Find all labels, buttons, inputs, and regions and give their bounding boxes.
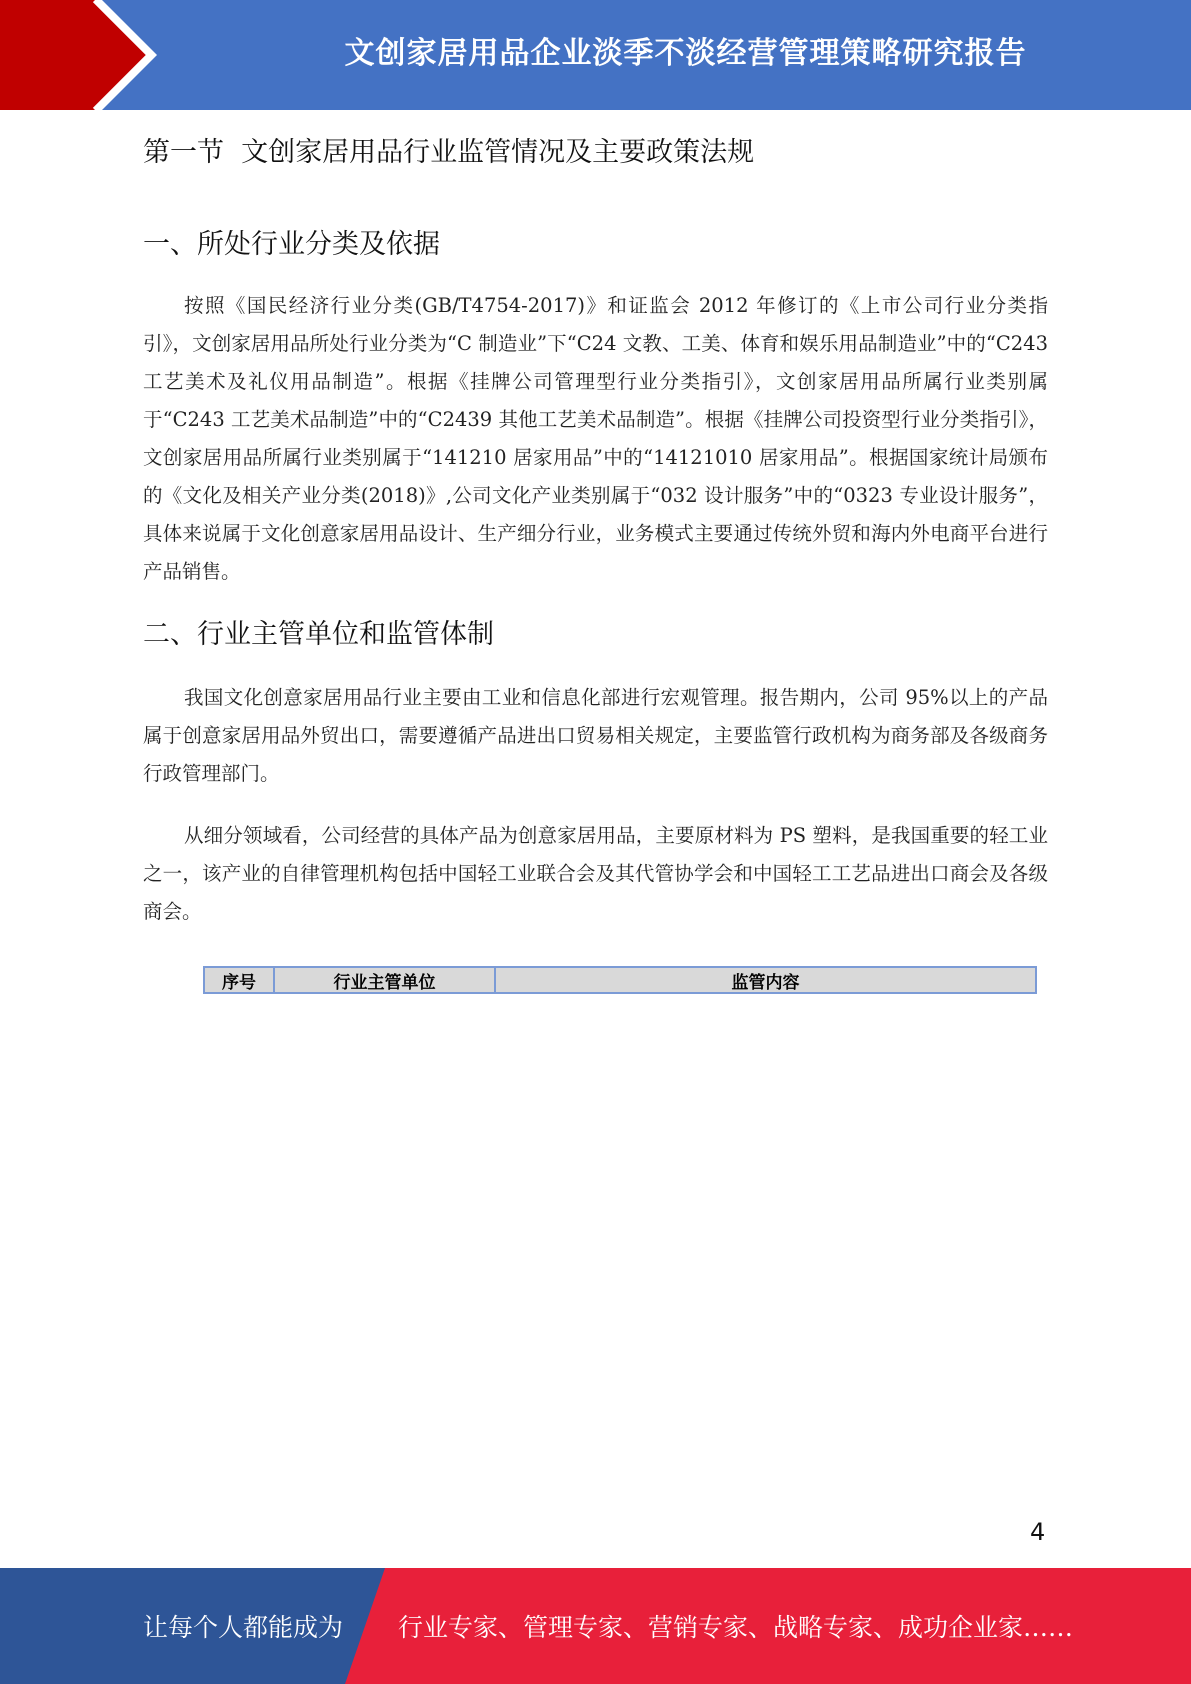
heading-industry-classification: 一、所处行业分类及依据 (143, 229, 440, 260)
report-title: 文创家居用品企业淡季不淡经营管理策略研究报告 (344, 36, 1027, 71)
paragraph-classification: 按照《国民经济行业分类(GB/T4754-2017)》和证监会 2012 年修订的《上市公司行业分类指引》，文创家居用品所处行业分类为“C 制造业”下“C24 文教、工美、体育和娱乐用品制造业”中的“C243 工艺美术及礼仪用品制造”。根据《挂牌公司管理型行业分类指引》，文创家居用品所属行业类别属于“C243 工艺美术品制造”中的“C2439 其他工艺美术品制造”。根据《挂牌公司投资型行业分类指引》，文创家居用品所属行业类别属于“141210 居家用品”中的“14121010 居家用品”。根据国家统计局颁布的《文化及相关产业分类(2018)》,公司文化产业类别属于“032 设计服务”中的“0323 专业设计服务”，具体来说属于文化创意家居用品设计、生产细分行业，业务模式主要通过传统外贸和海内外电商平台进行产品销售。 (143, 294, 1048, 583)
footer-slogan-right: 行业专家、管理专家、营销专家、战略专家、成功企业家…… (398, 1613, 1074, 1642)
footer-slogan-left: 让每个人都能成为 (143, 1613, 344, 1642)
paragraph-regulator: 我国文化创意家居用品行业主要由工业和信息化部进行宏观管理。报告期内，公司 95%以上的产品属于创意家居用品外贸出口，需要遵循产品进出口贸易相关规定，主要监管行政机构为商务部及各级商务行政管理部门。 (143, 686, 1048, 785)
page-number: 4 (1030, 1518, 1046, 1546)
table-header-index: 序号 (205, 968, 275, 992)
table-header-content: 监管内容 (731, 972, 800, 993)
heading-regulatory-system: 二、行业主管单位和监管体制 (143, 619, 494, 650)
paragraph-self-regulation: 从细分领域看，公司经营的具体产品为创意家居用品，主要原材料为 PS 塑料，是我国重要的轻工业之一，该产业的自律管理机构包括中国轻工业联合会及其代管协学会和中国轻工工艺品进出口商会及各级商会。 (143, 824, 1048, 923)
header-banner (0, 0, 1191, 110)
footer-banner (0, 1568, 1191, 1684)
regulation-table (203, 966, 1037, 994)
section-title: 第一节 文创家居用品行业监管情况及主要政策法规 (143, 137, 755, 168)
table-header-authority: 行业主管单位 (275, 968, 496, 992)
